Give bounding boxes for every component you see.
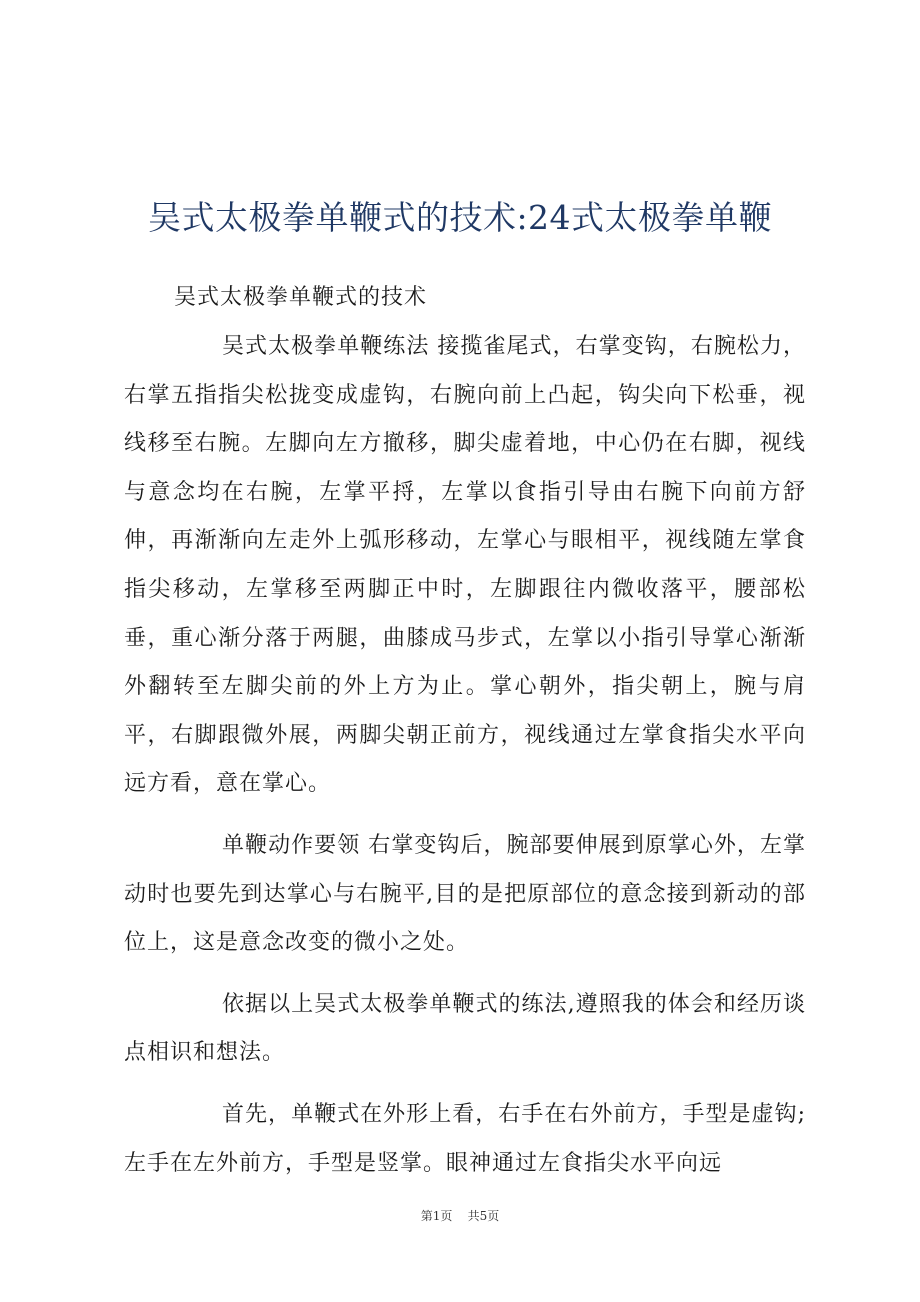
paragraph-essentials: 单鞭动作要领 右掌变钩后，腕部要伸展到原掌心外，左掌动时也要先到达掌心与右腕平,目的是把原部位的意念接到新动的部位上，这是意念改变的微小之处。 [124,832,806,956]
page-footer [0,1206,920,1226]
paragraph-intro: 依据以上吴式太极拳单鞭式的练法,遵照我的体会和经历谈点相识和想法。 [124,991,806,1066]
paragraph-technique: 吴式太极拳单鞭练法 接揽雀尾式，右掌变钩，右腕松力，右掌五指指尖松拢变成虚钩，右腕向前上凸起，钩尖向下松垂，视线移至右腕。左脚向左方撤移，脚尖虚着地，中心仍在右脚，视线与意念均在右腕，左掌平捋，左掌以食指引导由右腕下向前方舒伸，再渐渐向左走外上弧形移动，左掌心与眼相平，视线随左掌食指尖移动，左掌移至两脚正中时，左脚跟往内微收落平，腰部松垂，重心渐分落于两腿，曲膝成马步式，左掌以小指引导掌心渐渐外翻转至左脚尖前的外上方为止。掌心朝外，指尖朝上，腕与肩平，右脚跟微外展，两脚尖朝正前方，视线通过左掌食指尖水平向远方看，意在掌心。 [124,334,806,797]
page-total: 共5页 [467,1209,500,1223]
section-heading: 吴式太极拳单鞭式的技术 [174,285,428,310]
paragraph-first: 首先，单鞭式在外形上看，右手在右外前方，手型是虚钩;左手在左外前方，手型是竖掌。眼神通过左食指尖水平向远 [124,1101,806,1176]
page-number: 第1页 [420,1209,453,1223]
body-text [124,323,806,1201]
document-title: 吴式太极拳单鞭式的技术:24式太极拳单鞭 [147,198,773,237]
